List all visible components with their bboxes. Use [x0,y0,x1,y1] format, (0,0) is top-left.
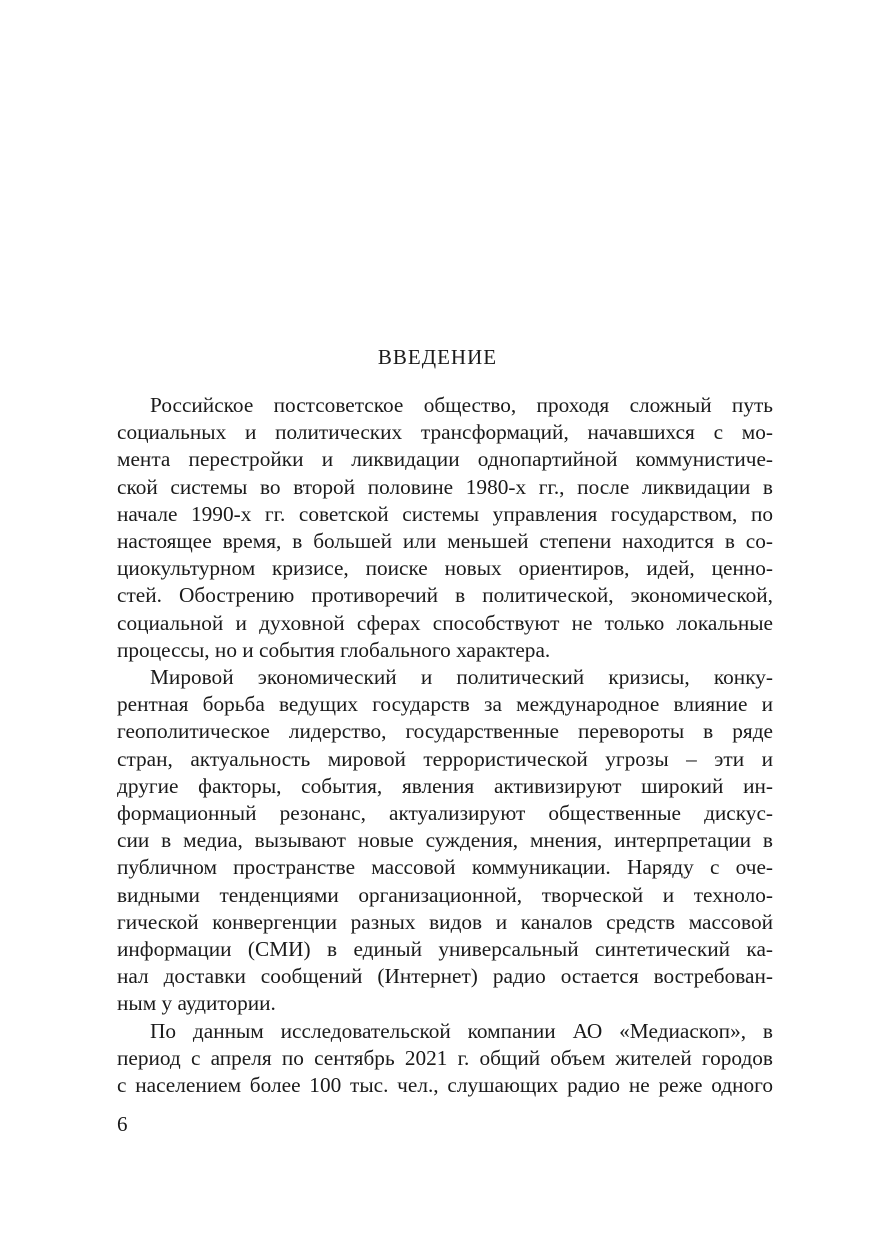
text-line: другие факторы, события, явления активизируют широкий ин- [117,773,773,798]
text-line: видными тенденциями организационной, творческой и техноло- [117,882,773,907]
text-line: Мировой экономический и политический кризисы, конку- [150,665,773,690]
page-number: 6 [117,1112,128,1136]
text-line: стран, актуальность мировой террористической угрозы – эти и [117,746,773,771]
paragraph-3 [117,1018,773,1100]
body-text [117,392,773,1099]
text-line: настоящее время, в большей или меньшей степени находится в со- [117,529,773,554]
text-line: циокультурном кризисе, поиске новых ориентиров, идей, ценно- [117,556,773,581]
text-line: Российское постсоветское общество, проходя сложный путь [150,393,773,417]
text-line: начале 1990-х гг. советской системы управления государством, по [117,501,773,526]
text-line: процессы, но и события глобального характера. [117,637,551,662]
text-line: геополитическое лидерство, государственные перевороты в ряде [117,719,773,744]
text-line: стей. Обострению противоречий в политической, экономической, [117,583,773,608]
text-line: По данным исследовательской компании АО «Медиаскоп», в [150,1018,773,1043]
text-line: с населением более 100 тыс. чел., слушающих радио не реже одного [117,1073,773,1098]
chapter-heading: ВВЕДЕНИЕ [377,345,498,369]
text-line: гической конвергенции разных видов и каналов средств массовой [117,909,773,934]
text-line: мента перестройки и ликвидации однопартийной коммунистиче- [117,447,773,472]
text-line: ным у аудитории. [117,991,276,1016]
paragraph-2 [117,664,773,1018]
text-line: рентная борьба ведущих государств за международное влияние и [117,692,773,717]
paragraph-1 [117,392,773,664]
text-line: сии в медиа, вызывают новые суждения, мнения, интерпретации в [117,828,773,853]
text-line: период с апреля по сентябрь 2021 г. общий объем жителей городов [117,1045,773,1070]
text-line: нал доставки сообщений (Интернет) радио остается востребован- [117,964,773,989]
text-line: формационный резонанс, актуализируют общественные дискус- [117,801,773,826]
text-line: информации (СМИ) в единый универсальный синтетический ка- [117,937,773,962]
text-line: социальной и духовной сферах способствуют не только локальные [117,610,773,635]
text-line: ской системы во второй половине 1980-х гг., после ликвидации в [117,474,773,499]
text-line: социальных и политических трансформаций, начавшихся с мо- [117,420,773,445]
text-line: публичном пространстве массовой коммуникации. Наряду с оче- [117,855,773,880]
